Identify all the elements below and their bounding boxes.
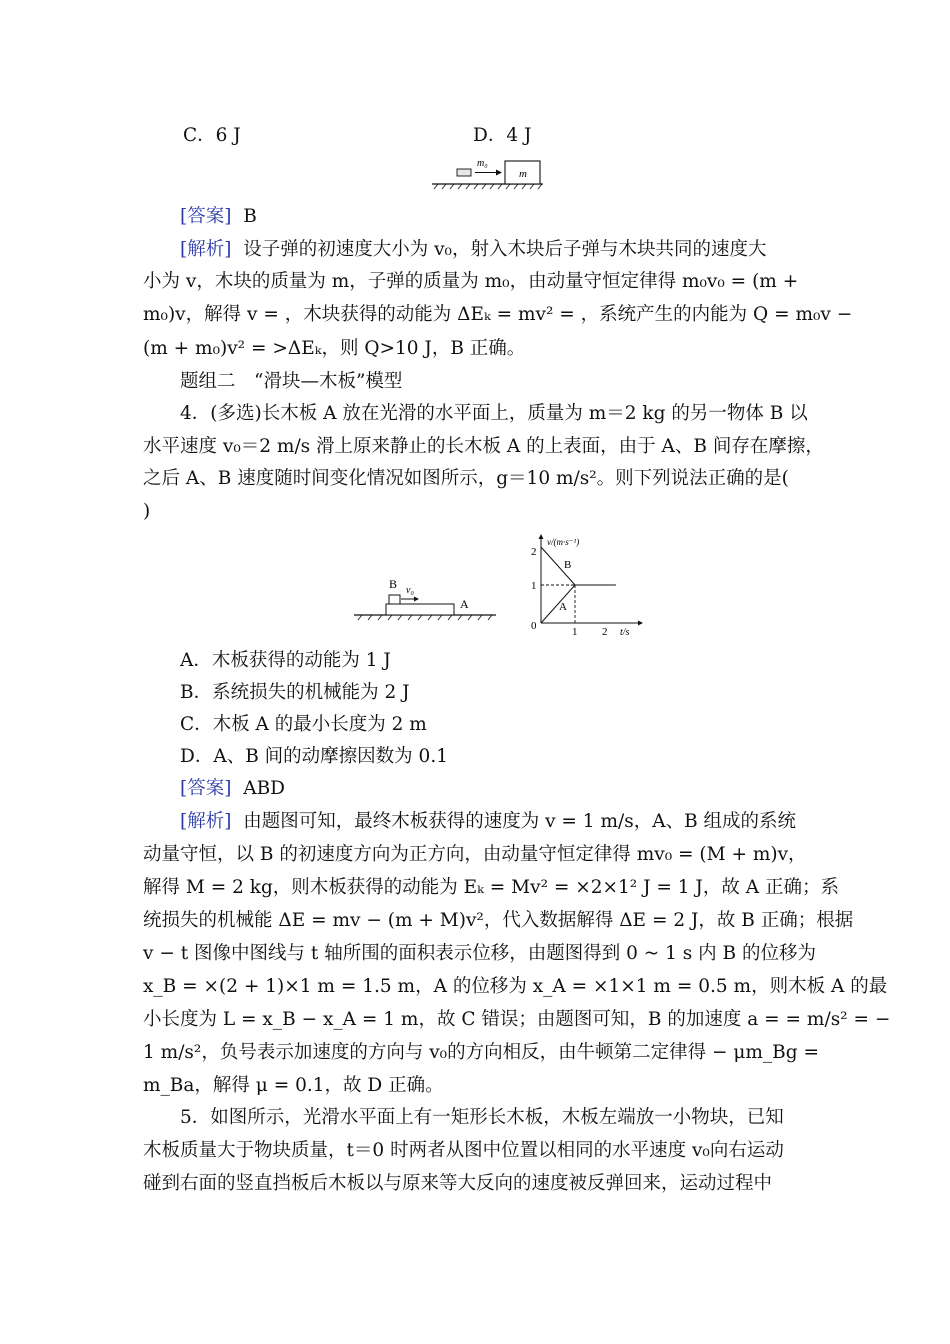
q3-analysis-line-3: m₀)v，解得 v = ，木块获得的动能为 ΔEₖ = mv² = ，系统产生的内能为 Q = m₀v − xyxy=(143,304,853,325)
option-d: D．4 J xyxy=(473,125,532,146)
q4-stem-4: ) xyxy=(143,501,151,522)
q4-analysis-line-4: 统损失的机械能 ΔE = mv − (m + M)v²，代入数据解得 ΔE = 2 J，故 B 正确；根据 xyxy=(143,910,854,931)
q4-analysis-line-3: 解得 M = 2 kg，则木板获得的动能为 Eₖ = Mv² = ×2×1² J = 1 J，故 A 正确；系 xyxy=(143,877,839,898)
series-b-line xyxy=(541,547,616,585)
series-a-line xyxy=(541,585,616,623)
q3-analysis-line-2: 小为 v，木块的质量为 m，子弹的质量为 m₀，由动量守恒定律得 m₀v₀ = (m + xyxy=(143,271,799,292)
analysis-text: 设子弹的初速度大小为 v₀，射入木块后子弹与木块共同的速度大 xyxy=(243,239,767,260)
board-block-figure xyxy=(352,575,498,625)
q3-analysis-line-4: (m + m₀)v² = >ΔEₖ，则 Q>10 J，B 正确。 xyxy=(143,338,526,359)
q4-option-d: D．A、B 间的动摩擦因数为 0.1 xyxy=(180,746,448,767)
y-tick-label-2: 2 xyxy=(531,546,537,558)
series-a-label: A xyxy=(559,601,567,613)
velocity-label: v₀ xyxy=(406,585,414,596)
q5-stem-3: 碰到右面的竖直挡板后木板以与原来等大反向的速度被反弹回来，运动过程中 xyxy=(143,1173,773,1194)
q4-option-b: B．系统损失的机械能为 2 J xyxy=(180,682,410,703)
x-tick-label-1: 1 xyxy=(572,626,578,638)
bullet xyxy=(457,169,471,176)
answer-tag: [答案] xyxy=(180,206,232,227)
y-axis-label: v/(m·s⁻¹) xyxy=(547,537,580,547)
q4-stem-2: 水平速度 v₀＝2 m/s 滑上原来静止的长木板 A 的上表面，由于 A、B 间存在摩擦， xyxy=(143,436,824,457)
q4-option-c: C．木板 A 的最小长度为 2 m xyxy=(180,714,427,735)
q4-answer xyxy=(180,777,285,801)
bullet-block-figure xyxy=(430,153,545,191)
q4-analysis-line-1 xyxy=(180,810,796,834)
q4-option-a: A．木板获得的动能为 1 J xyxy=(180,650,391,671)
option-c: C．6 J xyxy=(183,125,241,146)
answer-value: B xyxy=(243,206,257,227)
q4-analysis-line-6: x_B = ×(2 + 1)×1 m = 1.5 m，A 的位移为 x_A = ×1×1 m = 0.5 m，则木板 A 的最 xyxy=(143,976,888,997)
analysis-tag: [解析] xyxy=(180,811,232,832)
q4-analysis-line-8: 1 m/s²，负号表示加速度的方向与 v₀的方向相反，由牛顿第二定律得 − μm_Bg = xyxy=(143,1042,819,1063)
origin-label: 0 xyxy=(531,620,537,632)
series-b-label: B xyxy=(564,559,572,571)
board-a xyxy=(386,604,454,615)
q4-analysis-line-2: 动量守恒，以 B 的初速度方向为正方向，由动量守恒定律得 mv₀ = (M + m)v， xyxy=(143,844,807,865)
answer-tag: [答案] xyxy=(180,778,232,799)
q5-stem-1: 5．如图所示，光滑水平面上有一矩形长木板，木板左端放一小物块，已知 xyxy=(180,1107,784,1128)
x-axis-label: t/s xyxy=(620,627,630,638)
q4-analysis-line-7: 小长度为 L = x_B − x_A = 1 m，故 C 错误；由题图可知，B 的加速度 a = = m/s² = − xyxy=(143,1009,891,1030)
block-b-label: B xyxy=(389,577,398,591)
group-title: 题组二 “滑块—木板”模型 xyxy=(180,371,403,392)
block-label: m xyxy=(519,168,527,180)
y-tick-label-1: 1 xyxy=(531,580,537,592)
board-a-label: A xyxy=(460,597,469,611)
bullet-label: m₀ xyxy=(477,158,488,169)
analysis-text: 由题图可知，最终木板获得的速度为 v = 1 m/s，A、B 组成的系统 xyxy=(243,811,797,832)
q4-stem-1: 4．(多选)长木板 A 放在光滑的水平面上，质量为 m＝2 kg 的另一物体 B 以 xyxy=(180,403,808,424)
q3-analysis-line-1 xyxy=(180,238,766,262)
answer-value: ABD xyxy=(243,778,285,799)
q3-answer xyxy=(180,205,257,229)
q4-analysis-line-9: m_Ba，解得 μ = 0.1，故 D 正确。 xyxy=(143,1075,444,1096)
block-b xyxy=(389,595,400,604)
q5-stem-2: 木板质量大于物块质量，t＝0 时两者从图中位置以相同的水平速度 v₀向右运动 xyxy=(143,1140,784,1161)
q4-stem-3: 之后 A、B 速度随时间变化情况如图所示，g＝10 m/s²。则下列说法正确的是( xyxy=(143,468,789,489)
analysis-tag: [解析] xyxy=(180,239,232,260)
vt-chart xyxy=(520,533,645,641)
q4-analysis-line-5: v − t 图像中图线与 t 轴所围的面积表示位移，由题图得到 0 ~ 1 s 内 B 的位移为 xyxy=(143,943,817,964)
x-tick-label-2: 2 xyxy=(602,626,608,638)
